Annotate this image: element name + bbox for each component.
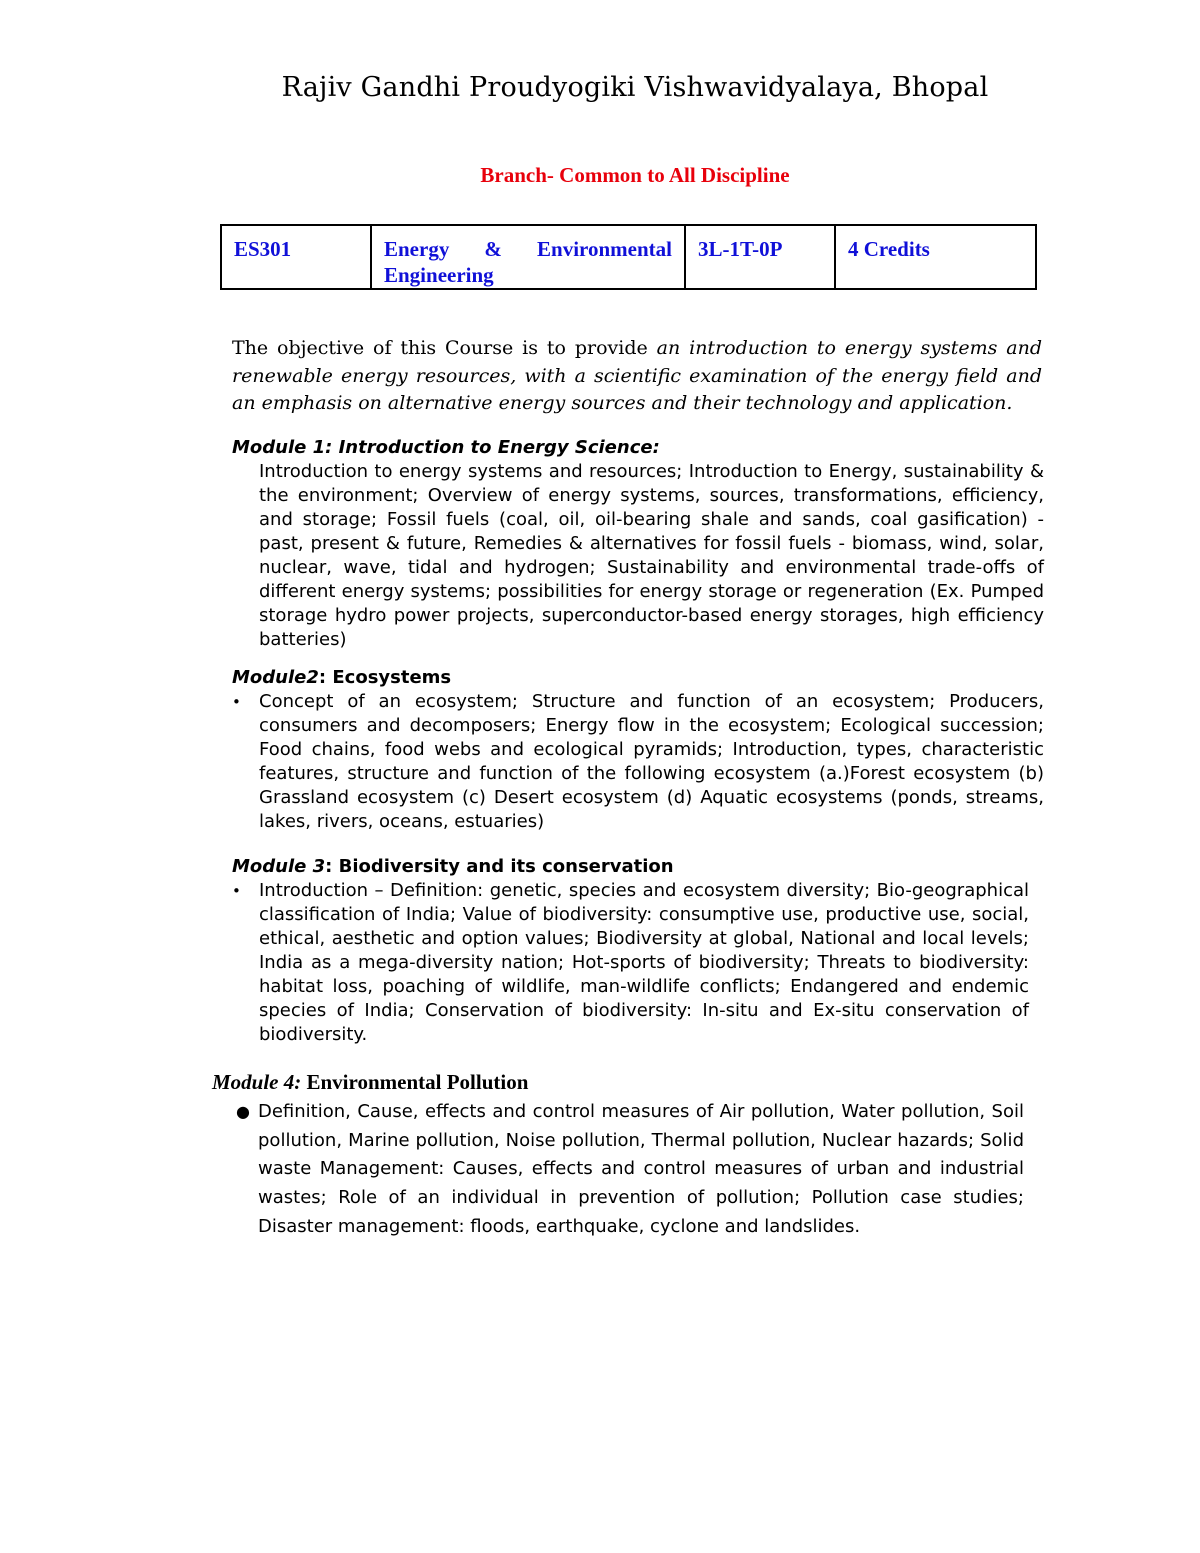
module-4-body: Definition, Cause, effects and control measures of Air pollution, Water pollution, Soil pollution, Marine pollution, Noise pollution, Thermal pollution, Nuclear hazards; Solid waste Management: Causes, effects and control measures of urban and industrial wastes; Role of an individual in prevention of pollution; Pollution case studies; Disaster management: floods, earthquake, cyclone and landslides.	[258, 1101, 1024, 1237]
module-2-bullet: •	[232, 693, 241, 711]
course-credits: 4 Credits	[848, 237, 930, 261]
module-4-label: Module 4:	[212, 1070, 302, 1094]
module-4-title: Environmental Pollution	[301, 1070, 529, 1094]
course-code-cell	[221, 225, 371, 289]
module-2	[232, 666, 1044, 834]
branch-label: Branch- Common to All Discipline	[480, 163, 790, 187]
module-3-bullet: •	[232, 882, 241, 900]
objective-italic: an introduction to energy systems and renewable energy resources, with a scientific examination of the energy field and an emphasis on alternative energy sources and their technology and application.	[232, 337, 1042, 414]
module-4-heading	[212, 1068, 1024, 1096]
module-3-title: : Biodiversity and its conservation	[325, 856, 674, 877]
course-name-cell	[371, 225, 685, 289]
course-name-line2: Engineering	[384, 263, 494, 287]
course-ltp: 3L-1T-0P	[698, 237, 783, 261]
course-info-row	[221, 225, 1036, 289]
module-3	[232, 855, 1044, 1047]
module-2-body: Concept of an ecosystem; Structure and function of an ecosystem; Producers, consumers and decomposers; Energy flow in the ecosystem; Ecological succession; Food chains, food webs and ecological pyramids; Introduction, types, characteristic features, structure and function of the following ecosystem (a.)Forest ecosystem (b) Grassland ecosystem (c) Desert ecosystem (d) Aquatic ecosystems (ponds, streams, lakes, rivers, oceans, estuaries)	[259, 691, 1044, 832]
university-title: Rajiv Gandhi Proudyogiki Vishwavidyalaya, Bhopal	[281, 72, 989, 103]
module-4	[212, 1068, 1024, 1242]
course-info-table	[220, 224, 1037, 290]
module-1-label: Module 1: Introduction to Energy Science:	[232, 437, 660, 458]
objective-prefix: The objective of this Course is to provide	[232, 337, 657, 359]
module-4-item	[236, 1098, 1024, 1242]
module-1-heading	[232, 436, 1044, 460]
course-objective	[232, 335, 1042, 418]
module-2-title: : Ecosystems	[318, 667, 452, 688]
module-2-label: Module2	[232, 667, 319, 688]
course-ltp-cell	[685, 225, 835, 289]
module-4-bullet: ●	[236, 1102, 250, 1121]
module-1-body: Introduction to energy systems and resources; Introduction to Energy, sustainability & the environment; Overview of energy systems, sources, transformations, efficiency, and storage; Fossil fuels (coal, oil, oil-bearing shale and sands, coal gasification) - past, present & future, Remedies & alternatives for fossil fuels - biomass, wind, solar, nuclear, wave, tidal and hydrogen; Sustainability and environmental trade-offs of different energy systems; possibilities for energy storage or regeneration (Ex. Pumped storage hydro power projects, superconductor-based energy storages, high efficiency batteries)	[259, 461, 1044, 650]
module-3-body: Introduction – Definition: genetic, species and ecosystem diversity; Bio-geographical classification of India; Value of biodiversity: consumptive use, productive use, social, ethical, aesthetic and option values; Biodiversity at global, National and local levels; India as a mega-diversity nation; Hot-sports of biodiversity; Threats to biodiversity: habitat loss, poaching of wildlife, man-wildlife conflicts; Endangered and endemic species of India; Conservation of biodiversity: In-situ and Ex-situ conservation of biodiversity.	[259, 880, 1029, 1045]
module-3-label: Module 3	[232, 856, 326, 877]
module-3-heading	[232, 855, 1044, 879]
module-3-item	[232, 879, 1029, 1047]
module-1	[232, 436, 1044, 652]
course-name-line1: Energy & Environmental	[384, 237, 672, 261]
module-2-item	[232, 690, 1044, 834]
course-credits-cell	[835, 225, 1036, 289]
course-code: ES301	[234, 237, 292, 261]
module-2-heading	[232, 666, 1044, 690]
